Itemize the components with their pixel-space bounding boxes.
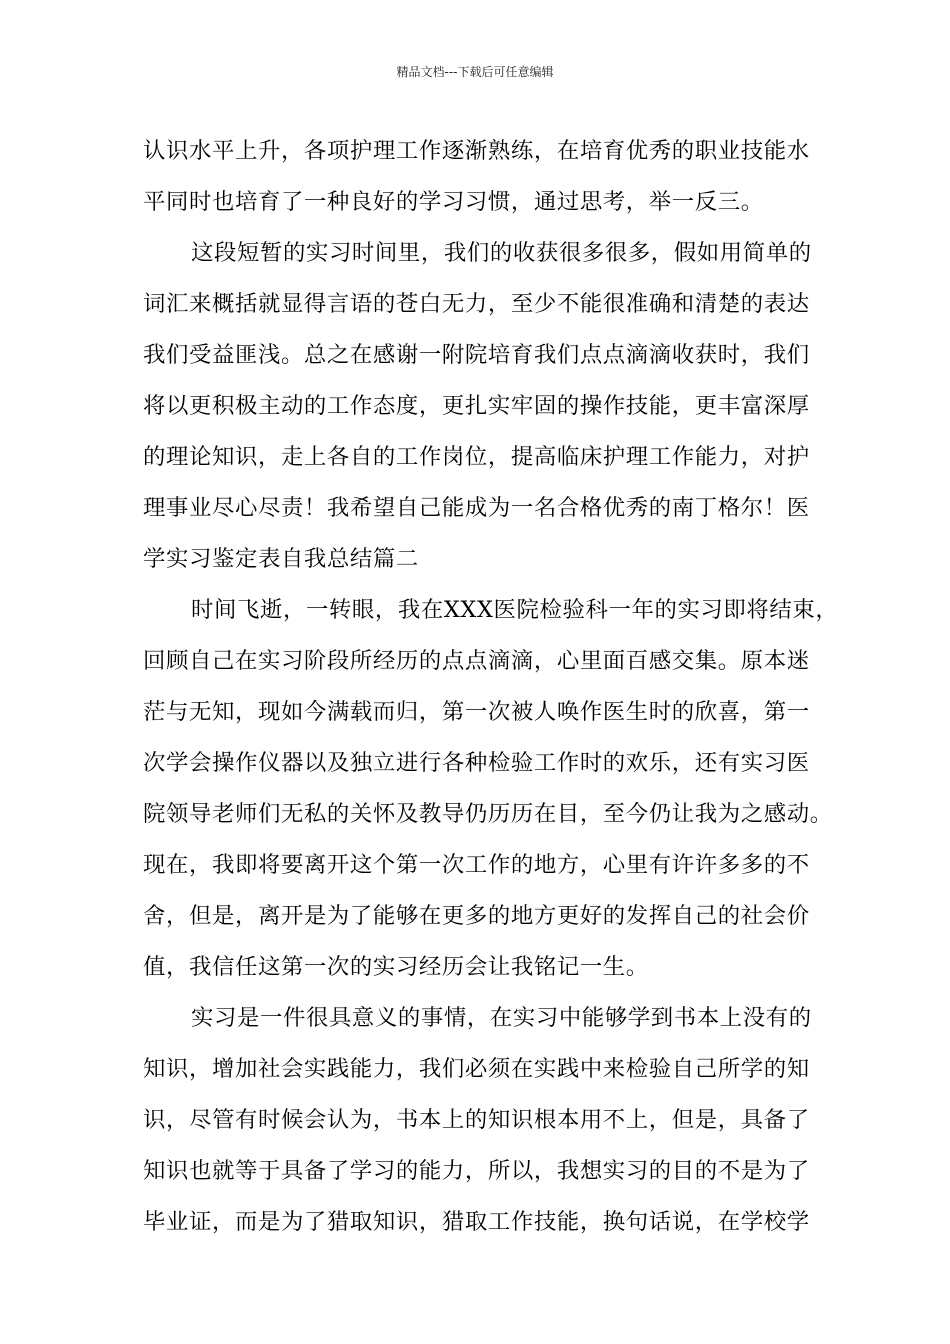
document-body	[143, 126, 839, 1248]
page-header: 精品文档---下载后可任意编辑	[396, 65, 554, 79]
text-line: 现在，我即将要离开这个第一次工作的地方，心里有许许多多的不	[143, 852, 810, 878]
text-line: 舍，但是，离开是为了能够在更多的地方更好的发挥自己的社会价	[143, 903, 810, 929]
text-line: 院领导老师们无私的关怀及教导仍历历在目，至今仍让我为之感动。	[143, 801, 833, 827]
text-line: 平同时也培育了一种良好的学习习惯，通过思考，举一反三。	[143, 189, 764, 215]
section-title-line: 学实习鉴定表自我总结篇二	[143, 546, 419, 572]
text-line: 的理论知识，走上各自的工作岗位，提高临床护理工作能力，对护	[143, 444, 810, 470]
paragraph-start-line: 时间飞逝，一转眼，我在XXX医院检验科一年的实习即将结束，	[191, 597, 839, 623]
text-line: 识，尽管有时候会认为，书本上的知识根本用不上，但是，具备了	[143, 1107, 810, 1133]
text-line: 知识也就等于具备了学习的能力，所以，我想实习的目的不是为了	[143, 1158, 810, 1184]
text-line: 将以更积极主动的工作态度，更扎实牢固的操作技能，更丰富深厚	[143, 393, 810, 419]
text-line: 认识水平上升，各项护理工作逐渐熟练，在培育优秀的职业技能水	[143, 138, 810, 164]
text-line: 理事业尽心尽责！我希望自己能成为一名合格优秀的南丁格尔！医	[143, 495, 810, 521]
text-line: 次学会操作仪器以及独立进行各种检验工作时的欢乐，还有实习医	[143, 750, 810, 776]
text-line: 值，我信任这第一次的实习经历会让我铭记一生。	[143, 954, 649, 980]
text-line: 词汇来概括就显得言语的苍白无力，至少不能很准确和清楚的表达	[143, 291, 810, 317]
text-line: 回顾自己在实习阶段所经历的点点滴滴，心里面百感交集。原本迷	[143, 648, 810, 674]
text-line: 知识，增加社会实践能力，我们必须在实践中来检验自己所学的知	[143, 1056, 810, 1082]
text-line: 茫与无知，现如今满载而归，第一次被人唤作医生时的欣喜，第一	[143, 699, 810, 725]
paragraph-start-line: 这段短暂的实习时间里，我们的收获很多很多，假如用简单的	[191, 240, 812, 266]
text-line: 我们受益匪浅。总之在感谢一附院培育我们点点滴滴收获时，我们	[143, 342, 810, 368]
paragraph-start-line: 实习是一件很具意义的事情，在实习中能够学到书本上没有的	[191, 1005, 812, 1031]
text-line: 毕业证，而是为了猎取知识，猎取工作技能，换句话说，在学校学	[143, 1209, 810, 1235]
